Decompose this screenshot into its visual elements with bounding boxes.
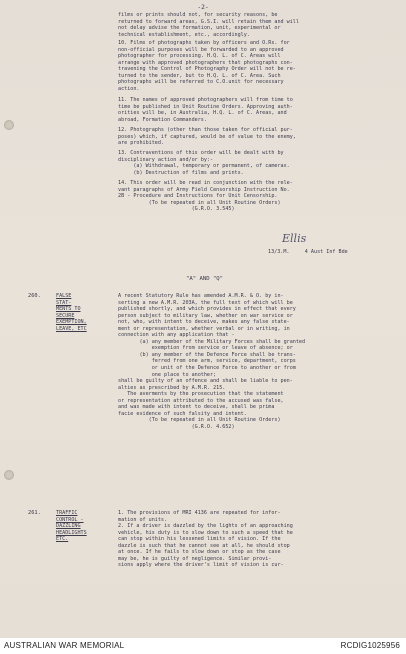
section-heading: "A" AND "Q"	[186, 276, 224, 282]
order-body-261: 1. The provisions of MRI 4136 are repeated for infor- mation of units. 2. If a driver is dazzled by the lights of an approaching vehicle, his duty is to slow down to such a speed that he can stop within his lessened limits of vision. If the dazzle is such that he cannot see at all, he should stop at once. If he fails to slow down or stop as the case may be, he is guilty of negligence. Similar provi- sions apply where the driver's limit of vision is cur-	[118, 510, 293, 569]
paragraph-10: 10. Films of photographs taken by officers and O.Rs. for non-official purposes will be forwarded to an approved photographer for processing. H.Q. L. of C. Areas will arrange with approved photographers that photographs con- travening the Control of Photography Order will not be re- turned to the sender, but to H.Q. L. of C. Area. Such photographs will be referred to C.O.unit for necessary action.	[118, 40, 296, 92]
archive-footer	[0, 638, 406, 654]
paragraph-14: 14. This order will be read in conjunction with the rele- vant paragraphs of Army Field Censorship Instruction No. 2B - Procedure and Instructions for Unit Censorship. (To be repeated in all Unit Routine Orders) (G.R.O. 3.545)	[118, 180, 293, 213]
order-heading-261: TRAFFIC CONTROL - DAZZLING HEADLIGHTS ETC.	[56, 510, 87, 543]
punch-hole	[4, 470, 14, 480]
order-body-260: A recent Statutory Rule has amended A.M.R. & O. by in- serting a new A.M.R. 203A, the full text of which will be published shortly, and which provides in effect that every person subject to military law, whether on war service or not, who, with intent to deceive, makes any false state- ment or representation, whether verbal or in writing, in connection with any application that - (a) any member of the Military Forces shall be granted exemption from service or leave of absence; or (b) any member of the Defence Force shall be trans- ferred from one arm, service, department, corps or unit of the Defence Force to another or from one place to another; shall be guilty of an offence and shall be liable to pen- alties as prescribed by A.M.R. 215. The averments by the prosecution that the statement or representation attributed to the accused was false, and was made with intent to deceive, shall be prima facie evidence of such falsity and intent. (To be repeated in all Unit Routine Orders) (G.R.O. 4.652)	[118, 293, 306, 430]
paragraph-13: 13. Contraventions of this order will be dealt with by disciplinary action and/or by:- (a) Withdrawal, temporary or permanent, of cameras. (b) Destruction of films and prints.	[118, 150, 290, 176]
page-number: -2-	[197, 4, 209, 11]
signature-date: 13/3.M. 4 Aust Inf Bde	[268, 249, 348, 255]
order-heading-260: FALSE STAT- MENTS TO SECURE EXEMPTION, LEAVE, ETC	[56, 293, 87, 332]
paragraph-12: 12. Photographs (other than those taken for official pur- poses) which, if captured, would be of value to the enemy, are prohibited.	[118, 127, 296, 147]
footer-source: AUSTRALIAN WAR MEMORIAL	[4, 641, 125, 650]
footer-record-id: RCDIG1025956	[340, 641, 400, 650]
top-paragraph: films or prints should not, for security reasons, be returned to forward areas, G.S.I. will retain them and will not delay advise the formation, unit, experimental or technical establishment, etc., accordingly.	[118, 12, 299, 38]
punch-hole	[4, 120, 14, 130]
order-number-260: 260.	[28, 293, 41, 299]
paragraph-11: 11. The names of approved photographers will from time to time be published in Unit Routine Orders. Approving auth- orities will be, in Australia, H.Q. L. of C. Areas, and abroad, Formation Commanders.	[118, 97, 293, 123]
order-number-261: 261.	[28, 510, 41, 516]
handwritten-signature: Ellis	[282, 232, 307, 245]
